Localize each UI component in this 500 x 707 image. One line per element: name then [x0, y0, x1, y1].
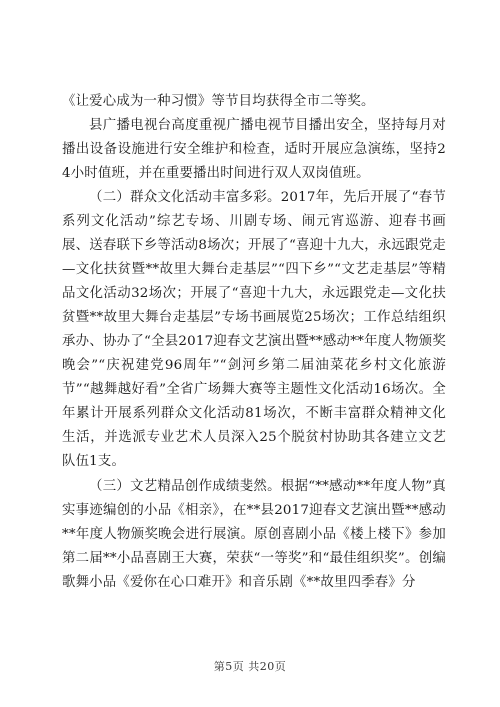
paragraph-3: （二）群众文化活动丰富多彩。2017年，先后开展了“春节系列文化活动”综艺专场、川剧专场、闹元宵巡游、迎春书画展、送春联下乡等活动8场次；开展了“喜迎十九大，永远跟党走—文化扶贫暨**故里大舞台走基层”“四下乡”“文艺走基层”等精品文化活动32场次；开展了“喜迎十九大，永远跟党走—文化扶贫暨**故里大舞台走基层”专场书画展览25场次；工作总结组织承办、协办了“全县2017迎春文艺演出暨**感动**年度人物颁奖晚会”“庆祝建党96周年”“剑河乡第二届油菜花乡村文化旅游节”“越舞越好看”全省广场舞大赛等主题性文化活动16场次。全年累计开展系列群众文化活动81场次，不断丰富群众精神文化生活，并选派专业艺术人员深入25个脱贫村协助其各建立文艺队伍1支。 — [62, 190, 446, 469]
paragraph-2: 县广播电视台高度重视广播电视节目播出安全，坚持每月对播出设备设施进行安全维护和检查，适时开展应急演练，坚持24小时值班，并在重要播出时间进行双人双岗值班。 — [62, 118, 446, 181]
page-number-footer: 第5页 共20页 — [213, 660, 287, 673]
paragraph-1: 《让爱心成为一种习惯》等节目均获得全市二等奖。 — [62, 94, 375, 109]
document-body — [62, 90, 446, 595]
paragraph-4: （三）文艺精品创作成绩斐然。根据“**感动**年度人物”真实事迹编创的小品《相亲》，在**县2017迎春文艺演出暨**感动**年度人物颁奖晚会进行展演。原创喜剧小品《楼上楼下》参加第二届**小品喜剧王大赛，荣获“一等奖”和“最佳组织奖”。创编歌舞小品《爱你在心口难开》和音乐剧《**故里四季春》分 — [62, 479, 446, 590]
